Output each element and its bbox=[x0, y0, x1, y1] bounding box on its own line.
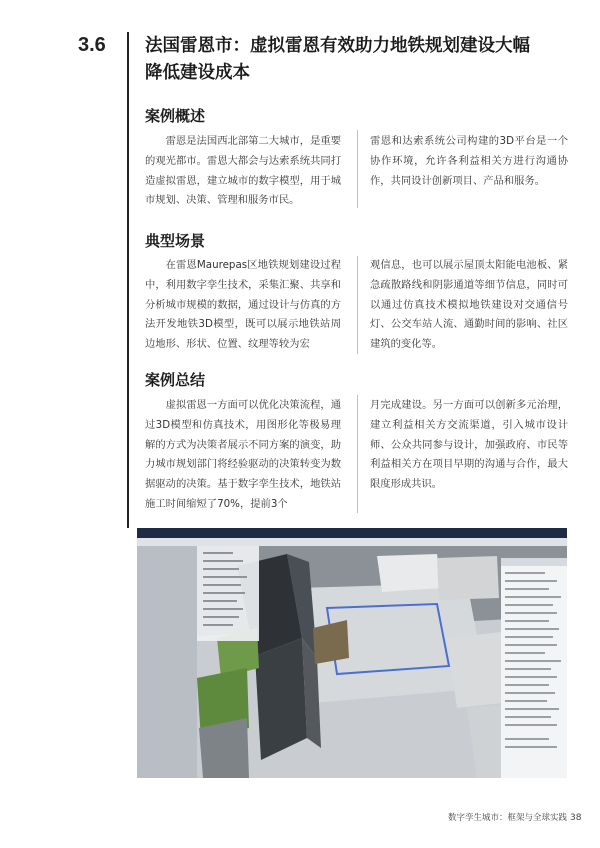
column-divider bbox=[357, 130, 358, 208]
page-footer bbox=[448, 811, 581, 823]
overview-left-text: 雷恩是法国西北部第二大城市，是重要的观光都市。雷恩大都会与达索系统共同打造虚拟雷恩，建立城市的数字模型，用于城市规划、决策、管理和服务市民。 bbox=[145, 135, 341, 207]
footer-book-title: 数字孪生城市：框架与全球实践 bbox=[448, 813, 568, 823]
overview-right-text: 雷恩和达索系统公司构建的3D平台是一个协作环境，允许各利益相关方进行沟通协作，共同设计创新项目、产品和服务。 bbox=[370, 135, 568, 187]
column-divider bbox=[357, 256, 358, 354]
3d-city-scene bbox=[137, 528, 567, 778]
scenario-right-text: 观信息，也可以展示屋顶太阳能电池板、紧急疏散路线和阴影通道等细节信息，同时可以通过仿真技术模拟地铁建设对交通信号灯、公交车站人流、通勤时间的影响、社区建筑的变化等。 bbox=[370, 259, 568, 351]
section-title-line-1: 法国雷恩市：虚拟雷恩有效助力地铁规划建设大幅 bbox=[145, 36, 530, 56]
section-rule bbox=[127, 32, 129, 528]
page-number: 38 bbox=[570, 813, 582, 823]
scenario-heading: 典型场景 bbox=[145, 232, 206, 250]
summary-right-text: 月完成建设。另一方面可以创新多元治理，建立利益相关方交流渠道，引入城市设计师、公众共同参与设计，加强政府、市民等利益相关方在项目早期的沟通与合作，最大限度形成共识。 bbox=[370, 399, 568, 491]
section-title bbox=[145, 33, 555, 87]
3d-city-model-screenshot bbox=[137, 528, 567, 778]
overview-heading: 案例概述 bbox=[145, 107, 206, 125]
scenario-left-text: 在雷恩Maurepas区地铁规划建设过程中，利用数字孪生技术，采集汇聚、共享和分析城市规模的数据，通过设计与仿真的方法开发地铁3D模型，既可以展示地铁站周边地形、形状、位置、纹理等较为宏 bbox=[145, 259, 341, 351]
section-title-line-2: 降低建设成本 bbox=[145, 63, 250, 83]
section-number: 3.6 bbox=[78, 34, 106, 56]
column-divider bbox=[357, 395, 358, 513]
summary-left-text: 虚拟雷恩一方面可以优化决策流程，通过3D模型和仿真技术，用图形化等极易理解的方式为决策者展示不同方案的演变，助力城市规划部门将经验驱动的决策转变为数据驱动的决策。基于数字孪生技术，地铁站施工时间缩短了70%，提前3个 bbox=[145, 399, 341, 510]
summary-heading: 案例总结 bbox=[145, 371, 206, 389]
